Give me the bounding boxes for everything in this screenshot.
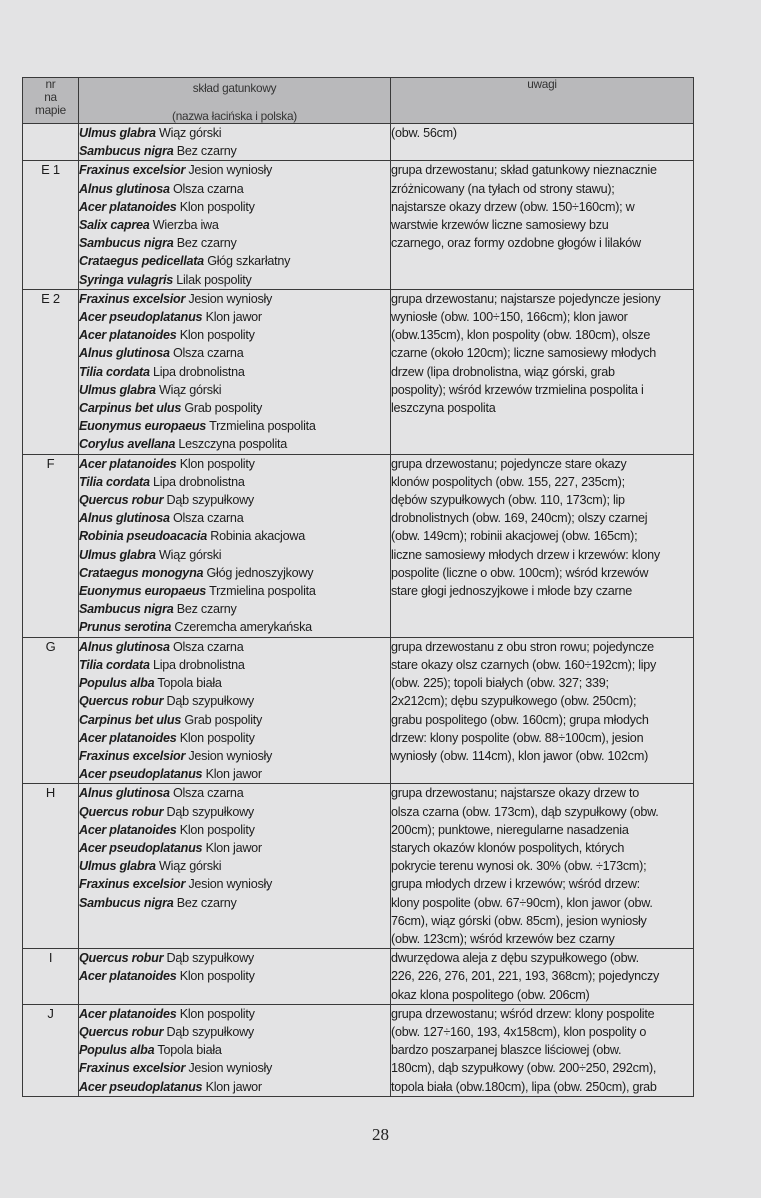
species-cell: [79, 1004, 391, 1096]
species-latin-name: Acer pseudoplatanus: [79, 1079, 203, 1094]
note-line: dwurzędowa aleja z dębu szypułkowego (obw.: [391, 951, 639, 966]
species-entry: [79, 527, 390, 545]
note-line: 76cm), wiąz górski (obw. 85cm), jesion wyniosły: [391, 913, 647, 928]
species-entry: [79, 1005, 390, 1023]
species-entry: [79, 381, 390, 399]
note-line: drzew (lipa drobnolistna, wiąz górski, grab: [391, 364, 615, 379]
species-latin-name: Populus alba: [79, 676, 155, 691]
note-line: wyniosły (obw. 114cm), klon jawor (obw. 102cm): [391, 748, 649, 763]
species-polish-name: Bez czarny: [176, 144, 237, 159]
species-latin-name: Carpinus bet ulus: [79, 401, 182, 416]
species-entry: [79, 344, 390, 362]
species-cell: [79, 289, 391, 454]
row-map-number: I: [23, 949, 79, 1005]
note-line: grupa drzewostanu; pojedyncze stare okazy: [391, 456, 627, 471]
species-cell: [79, 161, 391, 289]
row-map-number: F: [23, 454, 79, 637]
species-polish-name: Lipa drobnolistna: [152, 657, 245, 672]
notes-cell: [391, 1004, 694, 1096]
species-latin-name: Ulmus glabra: [79, 547, 156, 562]
species-cell: [79, 637, 391, 784]
notes-cell: [391, 637, 694, 784]
table-row: [23, 124, 694, 161]
note-line: stare okazy olsz czarnych (obw. 160÷192cm); lipy: [391, 657, 657, 672]
species-latin-name: Acer platanoides: [79, 1006, 177, 1021]
species-entry: [79, 1041, 390, 1059]
species-latin-name: Sambucus nigra: [79, 144, 174, 159]
species-polish-name: Klon pospolity: [179, 328, 255, 343]
species-polish-name: Bez czarny: [176, 895, 237, 910]
species-entry: [79, 949, 390, 967]
notes-cell: [391, 289, 694, 454]
species-polish-name: Trzmielina pospolita: [209, 419, 316, 434]
header-sklad: [79, 78, 391, 124]
species-polish-name: Jesion wyniosły: [188, 163, 273, 178]
note-line: pospolite (liczne o obw. 100cm); wśród krzewów: [391, 565, 649, 580]
species-entry: [79, 674, 390, 692]
note-line: topola biała (obw.180cm), lipa (obw. 250cm), grab: [391, 1079, 657, 1094]
species-polish-name: Leszczyna pospolita: [178, 437, 288, 452]
species-latin-name: Quercus robur: [79, 804, 164, 819]
species-latin-name: Populus alba: [79, 1043, 155, 1058]
species-latin-name: Acer pseudoplatanus: [79, 310, 203, 325]
species-cell: [79, 949, 391, 1005]
species-polish-name: Dąb szypułkowy: [166, 804, 254, 819]
species-entry: [79, 455, 390, 473]
table-row: [23, 949, 694, 1005]
species-latin-name: Euonymus europaeus: [79, 419, 207, 434]
species-latin-name: Alnus glutinosa: [79, 786, 170, 801]
species-latin-name: Corylus avellana: [79, 437, 176, 452]
note-line: klony pospolite (obw. 67÷90cm), klon jawor (obw.: [391, 895, 653, 910]
species-polish-name: Dąb szypułkowy: [166, 694, 254, 709]
species-polish-name: Topola biała: [157, 676, 222, 691]
note-line: liczne samosiewy młodych drzew i krzewów: klony: [391, 547, 660, 562]
note-line: najstarsze okazy drzew (obw. 150÷160cm); w: [391, 199, 635, 214]
species-polish-name: Klon jawor: [205, 840, 262, 855]
species-entry: [79, 967, 390, 985]
species-latin-name: Euonymus europaeus: [79, 584, 207, 599]
row-map-number: E 1: [23, 161, 79, 289]
species-polish-name: Olsza czarna: [172, 639, 244, 654]
species-entry: [79, 363, 390, 381]
page-number: 28: [372, 1125, 389, 1144]
note-line: wyniosłe (obw. 100÷150, 166cm); klon jawor: [391, 310, 628, 325]
species-polish-name: Lilak pospolity: [176, 272, 252, 287]
species-latin-name: Acer platanoides: [79, 969, 177, 984]
species-latin-name: Fraxinus excelsior: [79, 748, 186, 763]
note-line: starych okazów klonów pospolitych, których: [391, 840, 625, 855]
species-entry: [79, 729, 390, 747]
species-latin-name: Ulmus glabra: [79, 859, 156, 874]
note-line: (obw. 149cm); robinii akacjowej (obw. 165cm);: [391, 529, 638, 544]
notes-cell: [391, 949, 694, 1005]
species-latin-name: Alnus glutinosa: [79, 346, 170, 361]
species-polish-name: Wiąz górski: [159, 547, 222, 562]
species-entry: [79, 618, 390, 636]
species-latin-name: Sambucus nigra: [79, 895, 174, 910]
species-entry: [79, 546, 390, 564]
species-entry: [79, 765, 390, 783]
species-entry: [79, 216, 390, 234]
species-latin-name: Robinia pseudoacacia: [79, 529, 207, 544]
header-nr-line-1: nr: [45, 77, 56, 91]
species-polish-name: Klon jawor: [205, 1079, 262, 1094]
species-entry: [79, 784, 390, 802]
species-polish-name: Lipa drobnolistna: [152, 364, 245, 379]
species-polish-name: Wiąz górski: [159, 126, 222, 140]
species-latin-name: Acer platanoides: [79, 199, 177, 214]
note-line: grupa drzewostanu; najstarsze pojedyncze jesiony: [391, 291, 661, 306]
species-entry: [79, 711, 390, 729]
header-nr-line-2: na: [44, 90, 57, 104]
species-polish-name: Klon pospolity: [179, 199, 255, 214]
species-polish-name: Dąb szypułkowy: [166, 493, 254, 508]
species-polish-name: Jesion wyniosły: [188, 291, 273, 306]
species-latin-name: Carpinus bet ulus: [79, 712, 182, 727]
species-entry: [79, 290, 390, 308]
note-line: grupa drzewostanu; wśród drzew: klony pospolite: [391, 1006, 655, 1021]
species-entry: [79, 638, 390, 656]
species-entry: [79, 198, 390, 216]
table-row: [23, 161, 694, 289]
species-entry: [79, 124, 390, 142]
note-line: pokrycie terenu wynosi ok. 30% (obw. ÷173cm);: [391, 859, 647, 874]
species-entry: [79, 399, 390, 417]
species-polish-name: Klon jawor: [205, 767, 262, 782]
species-entry: [79, 142, 390, 160]
note-line: okaz klona pospolitego (obw. 206cm): [391, 987, 590, 1002]
note-line: grupa drzewostanu; najstarsze okazy drzew to: [391, 786, 640, 801]
note-line: (obw.135cm), klon pospolity (obw. 180cm), olsze: [391, 328, 651, 343]
note-line: bardzo poszarpanej blaszce liściowej (obw.: [391, 1043, 622, 1058]
species-polish-name: Dąb szypułkowy: [166, 1024, 254, 1039]
species-latin-name: Sambucus nigra: [79, 602, 174, 617]
note-line: 226, 226, 276, 201, 221, 193, 368cm); pojedynczy: [391, 969, 660, 984]
header-sklad-subtitle: (nazwa łacińska i polska): [172, 109, 297, 123]
header-nr-line-3: mapie: [35, 103, 66, 117]
table-row: [23, 454, 694, 637]
species-polish-name: Klon pospolity: [179, 456, 255, 471]
note-line: 2x212cm); dębu szypułkowego (obw. 250cm);: [391, 694, 637, 709]
species-latin-name: Salix caprea: [79, 218, 150, 233]
species-polish-name: Jesion wyniosły: [188, 748, 273, 763]
species-entry: [79, 1023, 390, 1041]
table-row: [23, 1004, 694, 1096]
species-entry: [79, 271, 390, 289]
species-polish-name: Klon jawor: [205, 310, 262, 325]
species-latin-name: Prunus serotina: [79, 620, 172, 635]
note-line: grupa młodych drzew i krzewów; wśród drzew:: [391, 877, 640, 892]
note-line: (obw. 127÷160, 193, 4x158cm), klon pospolity o: [391, 1024, 647, 1039]
note-line: czarnego, oraz formy ozdobne głogów i lilaków: [391, 236, 641, 251]
note-line: pospolity); wśród krzewów trzmielina pospolita i: [391, 382, 644, 397]
notes-cell: [391, 161, 694, 289]
note-line: zróżnicowany (na tyłach od strony stawu);: [391, 181, 615, 196]
species-entry: [79, 857, 390, 875]
species-polish-name: Bez czarny: [176, 602, 237, 617]
row-map-number: [23, 124, 79, 161]
species-polish-name: Wierzba iwa: [152, 218, 219, 233]
species-latin-name: Alnus glutinosa: [79, 639, 170, 654]
species-latin-name: Acer platanoides: [79, 328, 177, 343]
species-latin-name: Crataegus pedicellata: [79, 254, 204, 269]
species-entry: [79, 692, 390, 710]
note-line: czarne (około 120cm); liczne samosiewy młodych: [391, 346, 656, 361]
species-entry: [79, 234, 390, 252]
species-entry: [79, 803, 390, 821]
species-cell: [79, 454, 391, 637]
species-polish-name: Klon pospolity: [179, 1006, 255, 1021]
species-polish-name: Olsza czarna: [172, 181, 244, 196]
species-entry: [79, 473, 390, 491]
species-polish-name: Olsza czarna: [172, 346, 244, 361]
species-entry: [79, 656, 390, 674]
species-latin-name: Tilia cordata: [79, 364, 150, 379]
species-entry: [79, 252, 390, 270]
species-polish-name: Topola biała: [157, 1043, 222, 1058]
species-polish-name: Głóg szkarłatny: [207, 254, 291, 269]
species-entry: [79, 582, 390, 600]
species-cell: [79, 124, 391, 161]
species-entry: [79, 821, 390, 839]
species-polish-name: Bez czarny: [176, 236, 237, 251]
note-line: (obw. 56cm): [391, 126, 457, 140]
header-uwagi: uwagi: [391, 78, 694, 124]
species-polish-name: Jesion wyniosły: [188, 1061, 273, 1076]
note-line: grabu pospolitego (obw. 160cm); grupa młodych: [391, 712, 649, 727]
species-polish-name: Grab pospolity: [184, 401, 263, 416]
row-map-number: E 2: [23, 289, 79, 454]
species-entry: [79, 875, 390, 893]
note-line: grupa drzewostanu z obu stron rowu; pojedyncze: [391, 639, 654, 654]
species-latin-name: Tilia cordata: [79, 474, 150, 489]
species-latin-name: Ulmus glabra: [79, 382, 156, 397]
row-map-number: J: [23, 1004, 79, 1096]
species-polish-name: Wiąz górski: [159, 382, 222, 397]
species-entry: [79, 1078, 390, 1096]
species-latin-name: Acer platanoides: [79, 822, 177, 837]
table-header-row: [23, 78, 694, 124]
header-nr: [23, 78, 79, 124]
species-table: [22, 77, 694, 1097]
note-line: grupa drzewostanu; skład gatunkowy nieznacznie: [391, 163, 657, 178]
species-polish-name: Grab pospolity: [184, 712, 263, 727]
note-line: 200cm); punktowe, nieregularne nasadzenia: [391, 822, 629, 837]
species-latin-name: Quercus robur: [79, 1024, 164, 1039]
species-entry: [79, 417, 390, 435]
note-line: drzew: klony pospolite (obw. 88÷100cm), jesion: [391, 730, 644, 745]
species-latin-name: Quercus robur: [79, 951, 164, 966]
species-latin-name: Acer pseudoplatanus: [79, 767, 203, 782]
species-latin-name: Acer platanoides: [79, 730, 177, 745]
species-polish-name: Olsza czarna: [172, 786, 244, 801]
species-entry: [79, 600, 390, 618]
species-entry: [79, 491, 390, 509]
note-line: 180cm), dąb szypułkowy (obw. 200÷250, 292cm),: [391, 1061, 657, 1076]
notes-cell: [391, 124, 694, 161]
row-map-number: G: [23, 637, 79, 784]
note-line: (obw. 225); topoli białych (obw. 327; 339;: [391, 676, 609, 691]
species-polish-name: Olsza czarna: [172, 511, 244, 526]
species-cell: [79, 784, 391, 949]
species-entry: [79, 894, 390, 912]
species-polish-name: Wiąz górski: [159, 859, 222, 874]
species-entry: [79, 509, 390, 527]
notes-cell: [391, 784, 694, 949]
species-entry: [79, 161, 390, 179]
species-latin-name: Crataegus monogyna: [79, 565, 204, 580]
species-latin-name: Acer pseudoplatanus: [79, 840, 203, 855]
note-line: klonów pospolitych (obw. 155, 227, 235cm);: [391, 474, 625, 489]
species-entry: [79, 326, 390, 344]
species-entry: [79, 564, 390, 582]
note-line: stare głogi jednoszyjkowe i młode bzy czarne: [391, 584, 632, 599]
species-latin-name: Fraxinus excelsior: [79, 1061, 186, 1076]
species-polish-name: Czeremcha amerykańska: [174, 620, 312, 635]
species-entry: [79, 308, 390, 326]
species-latin-name: Quercus robur: [79, 694, 164, 709]
species-polish-name: Lipa drobnolistna: [152, 474, 245, 489]
table-row: [23, 289, 694, 454]
species-latin-name: Fraxinus excelsior: [79, 291, 186, 306]
note-line: leszczyna pospolita: [391, 401, 496, 416]
species-latin-name: Fraxinus excelsior: [79, 163, 186, 178]
species-latin-name: Syringa vulagris: [79, 272, 173, 287]
species-latin-name: Quercus robur: [79, 493, 164, 508]
note-line: warstwie krzewów liczne samosiewy bzu: [391, 218, 609, 233]
species-polish-name: Jesion wyniosły: [188, 877, 273, 892]
notes-cell: [391, 454, 694, 637]
species-latin-name: Sambucus nigra: [79, 236, 174, 251]
species-latin-name: Tilia cordata: [79, 657, 150, 672]
table-row: [23, 784, 694, 949]
species-polish-name: Klon pospolity: [179, 969, 255, 984]
note-line: olsza czarna (obw. 173cm), dąb szypułkowy (obw.: [391, 804, 659, 819]
header-sklad-title: skład gatunkowy: [192, 81, 277, 95]
table-row: [23, 637, 694, 784]
species-polish-name: Klon pospolity: [179, 730, 255, 745]
note-line: dębów szypułkowych (obw. 110, 173cm); lip: [391, 493, 625, 508]
species-entry: [79, 435, 390, 453]
row-map-number: H: [23, 784, 79, 949]
species-polish-name: Głóg jednoszyjkowy: [206, 565, 314, 580]
species-latin-name: Alnus glutinosa: [79, 511, 170, 526]
species-entry: [79, 1059, 390, 1077]
species-latin-name: Alnus glutinosa: [79, 181, 170, 196]
species-latin-name: Fraxinus excelsior: [79, 877, 186, 892]
species-latin-name: Ulmus glabra: [79, 126, 156, 140]
species-entry: [79, 839, 390, 857]
species-polish-name: Robinia akacjowa: [210, 529, 305, 544]
note-line: (obw. 123cm); wśród krzewów bez czarny: [391, 931, 615, 946]
note-line: drobnolistnych (obw. 169, 240cm); olszy czarnej: [391, 511, 648, 526]
species-entry: [79, 180, 390, 198]
species-latin-name: Acer platanoides: [79, 456, 177, 471]
species-polish-name: Klon pospolity: [179, 822, 255, 837]
species-entry: [79, 747, 390, 765]
species-polish-name: Dąb szypułkowy: [166, 951, 254, 966]
species-polish-name: Trzmielina pospolita: [209, 584, 316, 599]
